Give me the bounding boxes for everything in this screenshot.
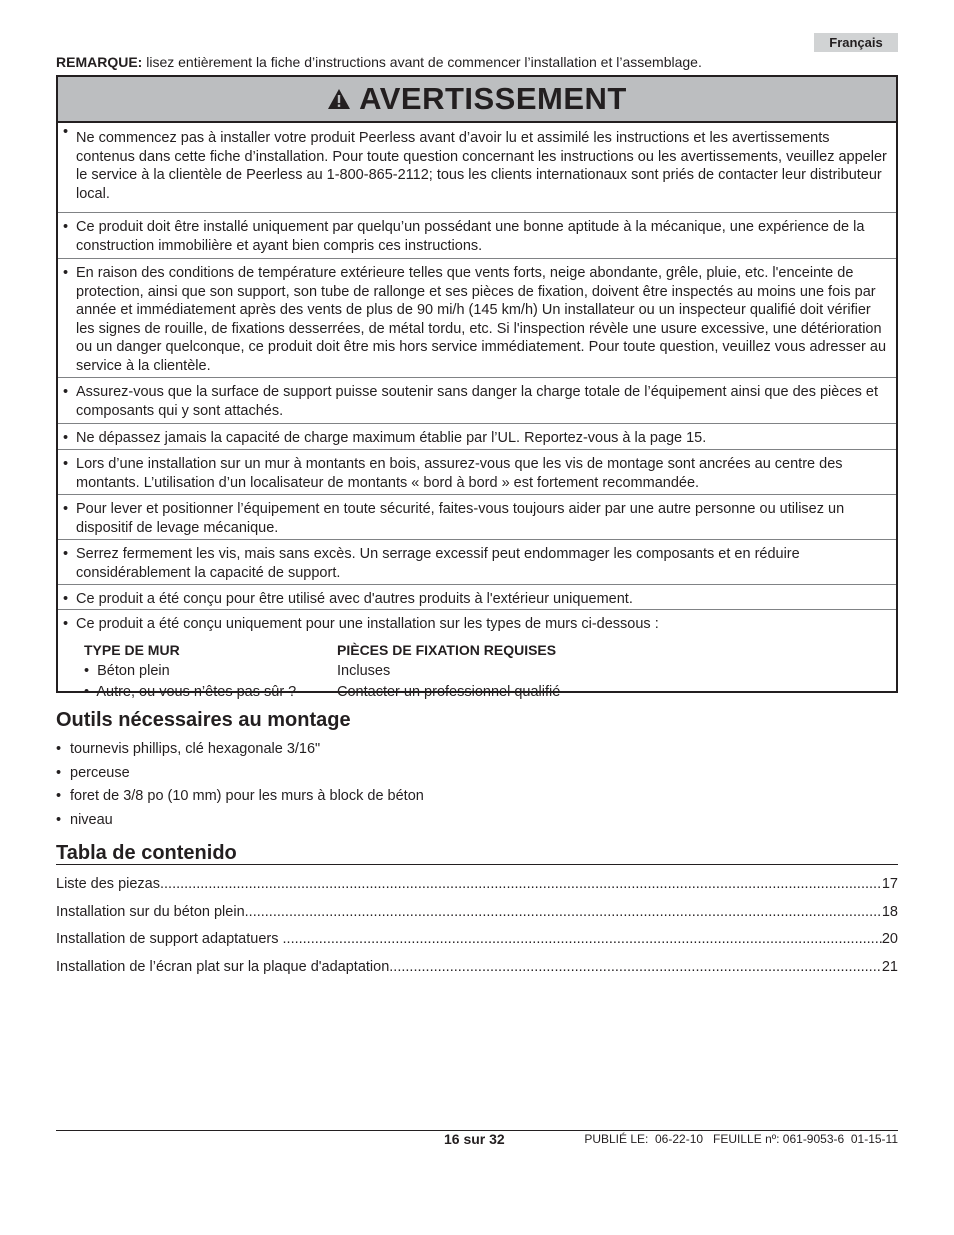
warning-box — [56, 75, 898, 700]
toc-entry[interactable] — [56, 931, 898, 947]
toc-entry-label: Liste des piezas — [56, 876, 160, 892]
fixings-required: Incluses — [337, 662, 391, 679]
wall-type-table — [58, 640, 890, 703]
warning-item: • Ce produit a été conçu pour être utilisé avec d'autres produits à l'extérieur uniquement. — [58, 585, 896, 610]
warning-item: • Ce produit doit être installé uniquement par quelqu’un possédant une bonne aptitude à la mécanique, une expérience de la construction immobilière et ayant bien compris ces instructions. — [58, 213, 896, 259]
tools-list — [56, 738, 424, 832]
toc-entry-label: Installation de support adaptatuers — [56, 931, 283, 947]
fixings-header: PIÈCES DE FIXATION REQUISES — [337, 641, 557, 658]
toc-entry-label: Installation sur du béton plein — [56, 904, 245, 920]
wall-table-header — [58, 640, 890, 661]
warning-title: AVERTISSEMENT — [359, 81, 627, 116]
warning-item: • Ce produit a été conçu uniquement pour une installation sur les types de murs ci-dessous : TYPE DE MUR PIÈCES DE FIXATION REQUISES • Béton plein Incluses • Autre, ou vous n’êtes pas sûr ? Contacter un professionnel qualifié — [58, 610, 896, 699]
fixings-required: Contacter un professionnel qualifié — [337, 683, 561, 700]
wall-type-header: TYPE DE MUR — [84, 641, 180, 658]
tool-item: • tournevis phillips, clé hexagonale 3/16" — [56, 741, 321, 757]
toc-entry-page: 20 — [881, 931, 898, 947]
language-tab: Français — [814, 33, 898, 52]
remarque-text: lisez entièrement la fiche d’instructions avant de commencer l’installation et l’assemblage. — [142, 54, 702, 70]
warning-item: • Pour lever et positionner l’équipement en toute sécurité, faites-vous toujours aider par une autre personne ou utilisez un dispositif de levage mécanique. — [58, 495, 896, 540]
remarque-label: REMARQUE: — [56, 54, 143, 70]
toc-entry[interactable] — [56, 959, 898, 975]
wall-table-row: • Béton plein Incluses — [84, 662, 391, 679]
wall-table-row: • Autre, ou vous n’êtes pas sûr ? Contacter un professionnel qualifié — [84, 683, 561, 700]
toc-entry[interactable] — [56, 876, 898, 892]
tools-title: Outils nécessaires au montage — [56, 709, 351, 731]
tool-item: • foret de 3/8 po (10 mm) pour les murs à block de béton — [56, 788, 424, 804]
tool-item: • niveau — [56, 811, 113, 828]
publication-info: PUBLIÉ LE: 06-22-10 FEUILLE nº: 061-9053-6 01-15-11 — [584, 1132, 898, 1146]
toc-entry[interactable] — [56, 904, 898, 920]
warning-item: • Assurez-vous que la surface de support puisse soutenir sans danger la charge totale de l’équipement ainsi que des pièces et composants qui y sont attachés. — [58, 378, 896, 424]
warning-item: • En raison des conditions de température extérieure telles que vents forts, neige abondante, grêle, pluie, etc. l'enceinte de protection, ainsi que son support, son tube de rallonge et ses pièces de fixation, doivent être inspectés au moins une fois par année et immédiatement après des vents de plus de 90 mi/h (145 km/h) Un installateur ou un inspecteur qualifié doit vérifier les signes de rouille, de fixations desserrées, de métal tordu, etc. Si l'inspection révèle une usure excessive, une détérioration ou un danger quelconque, ce produit doit être mis hors service immédiatement. Pour toute question, veuillez vous adresser au service à la clientèle. — [58, 259, 896, 378]
warning-list — [58, 123, 896, 699]
wall-type: Autre, ou vous n’êtes pas sûr ? — [96, 683, 297, 700]
toc-entry-page: 17 — [881, 876, 898, 892]
toc-entry-page: 21 — [881, 959, 898, 975]
toc-title: Tabla de contenido — [56, 842, 898, 865]
warning-item: • Ne dépassez jamais la capacité de charge maximum établie par l’UL. Reportez-vous à la page 15. — [58, 424, 896, 450]
wall-type: Béton plein — [97, 662, 170, 679]
warning-item: • Lors d’une installation sur un mur à montants en bois, assurez-vous que les vis de montage sont ancrées au centre des montants. L’utilisation d’un localisateur de montants « bord à bord » est fortement recommandée. — [58, 450, 896, 495]
toc-entry-label: Installation de l’écran plat sur la plaque d'adaptation — [56, 959, 390, 975]
toc-entry-page: 18 — [881, 904, 898, 920]
warning-header — [58, 77, 896, 123]
remarque-note — [56, 54, 702, 70]
page-number: 16 sur 32 — [444, 1131, 505, 1147]
warning-triangle-icon — [327, 88, 351, 110]
warning-item: • Serrez fermement les vis, mais sans excès. Un serrage excessif peut endommager les composants et en réduire considérablement la capacité de support. — [58, 540, 896, 585]
warning-item: • Ne commencez pas à installer votre produit Peerless avant d’avoir lu et assimilé les instructions et les avertissements contenus dans cette fiche d’installation. Pour toute question concernant les instructions ou les avertissements, veuillez appeler le service à la clientèle de Peerless au 1-800-865-2112; tous les clients internationaux sont priés de contacter leur distributeur local. — [58, 123, 896, 213]
tool-item: • perceuse — [56, 764, 130, 781]
